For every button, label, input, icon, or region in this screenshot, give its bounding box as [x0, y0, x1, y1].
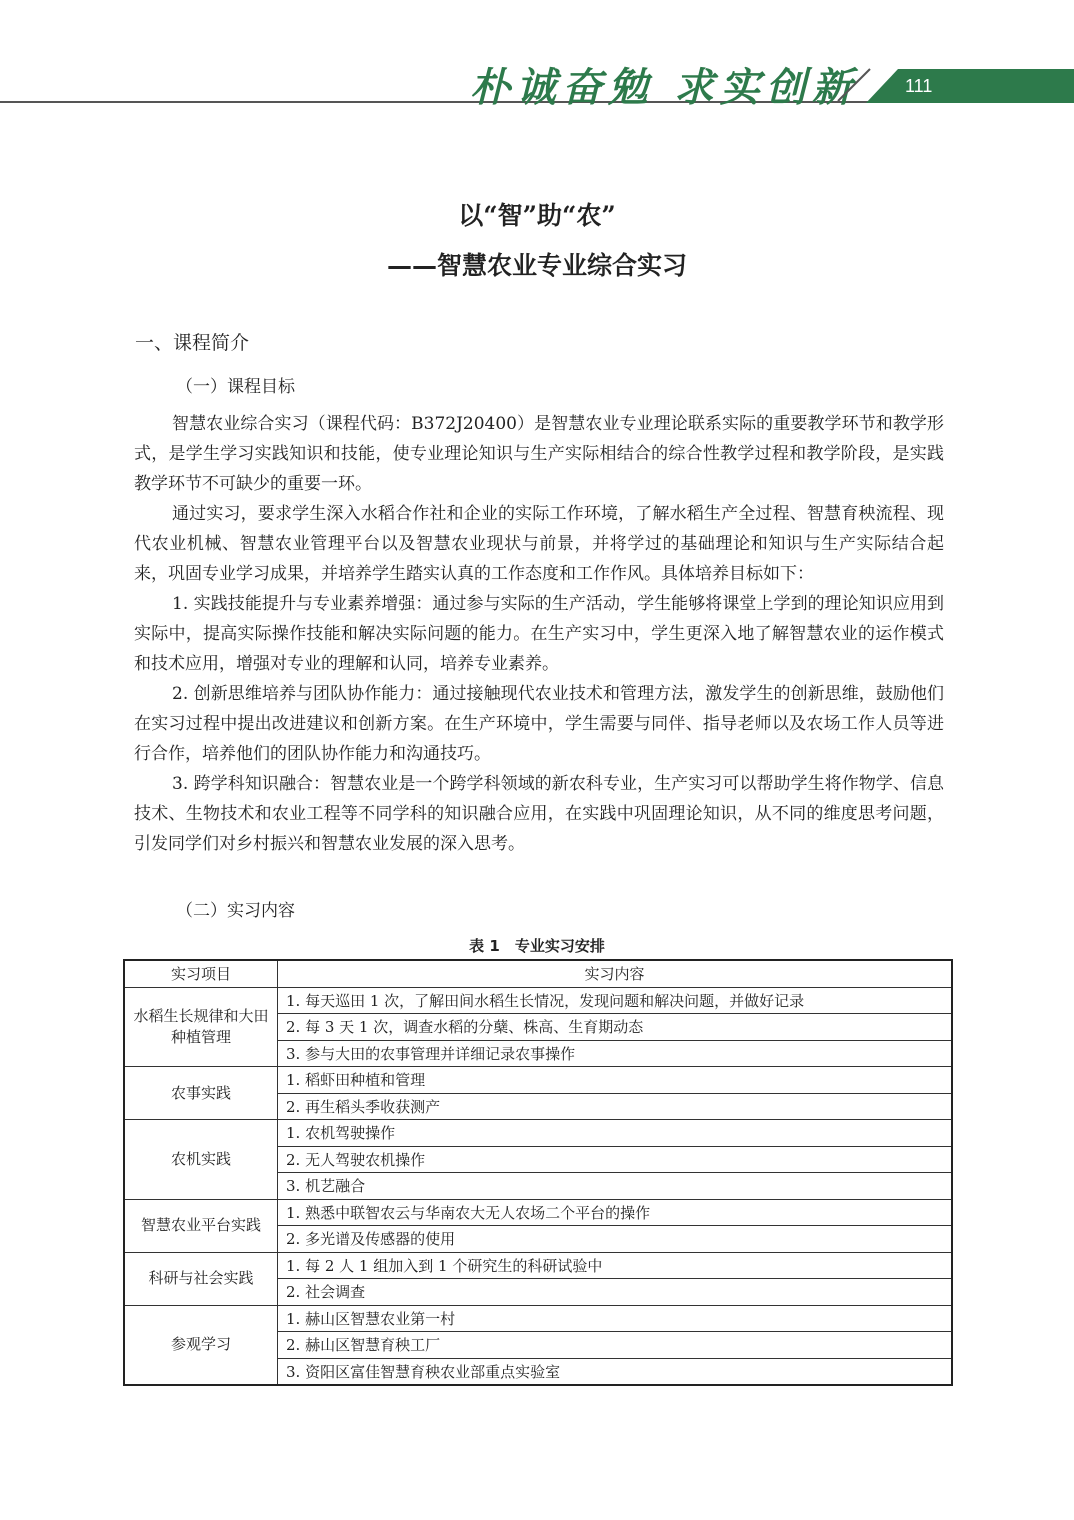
- category-cell: 农机实践: [124, 1120, 278, 1200]
- item-cell: 1. 每 2 人 1 组加入到 1 个研究生的科研试验中: [278, 1252, 953, 1279]
- table-row: [124, 1252, 952, 1279]
- internship-table: [123, 959, 953, 1386]
- paragraph: 2. 创新思维培养与团队协作能力：通过接触现代农业技术和管理方法，激发学生的创新思维，鼓励他们在实习过程中提出改进建议和创新方案。在生产环境中，学生需要与同伴、指导老师以及农场工作人员等进行合作，培养他们的团队协作能力和沟通技巧。: [134, 684, 944, 764]
- item-cell: 1. 农机驾驶操作: [278, 1120, 953, 1147]
- column-header: 实习内容: [278, 960, 953, 987]
- page-header: [0, 0, 1074, 110]
- category-cell: 科研与社会实践: [124, 1252, 278, 1305]
- item-cell: 2. 无人驾驶农机操作: [278, 1146, 953, 1173]
- item-cell: 1. 每天巡田 1 次，了解田间水稻生长情况，发现问题和解决问题，并做好记录: [278, 987, 953, 1014]
- paragraph: 智慧农业综合实习（课程代码：B372J20400）是智慧农业专业理论联系实际的重要教学环节和教学形式，是学生学习实践知识和技能，使专业理论知识与生产实际相结合的综合性教学过程和教学阶段，是实践教学环节不可缺少的重要一环。: [134, 414, 944, 494]
- table-row: [124, 987, 952, 1014]
- section-heading: 一、课程简介: [135, 332, 250, 354]
- subsection-heading-content: （二）实习内容: [176, 901, 295, 921]
- page-number: 111: [905, 76, 933, 96]
- table-header-row: [124, 960, 952, 987]
- table-row: [124, 1305, 952, 1332]
- paragraph: 1. 实践技能提升与专业素养增强：通过参与实际的生产活动，学生能够将课堂上学到的理论知识应用到实际中，提高实际操作技能和解决实际问题的能力。在生产实习中，学生更深入地了解智慧农业的运作模式和技术应用，增强对专业的理解和认同，培养专业素养。: [134, 594, 944, 674]
- paragraph: 通过实习，要求学生深入水稻合作社和企业的实际工作环境，了解水稻生产全过程、智慧育秧流程、现代农业机械、智慧农业管理平台以及智慧农业现状与前景，并将学过的基础理论和知识与生产实际结合起来，巩固专业学习成果，并培养学生踏实认真的工作态度和工作作风。具体培养目标如下：: [134, 504, 944, 584]
- item-cell: 3. 机艺融合: [278, 1173, 953, 1200]
- item-cell: 1. 赫山区智慧农业第一村: [278, 1305, 953, 1332]
- item-cell: 2. 社会调查: [278, 1279, 953, 1306]
- item-cell: 2. 多光谱及传感器的使用: [278, 1226, 953, 1253]
- item-cell: 2. 赫山区智慧育秧工厂: [278, 1332, 953, 1359]
- item-cell: 1. 熟悉中联智农云与华南农大无人农场二个平台的操作: [278, 1199, 953, 1226]
- doc-subtitle: ——智慧农业专业综合实习: [386, 251, 687, 280]
- header-motto: 朴诚奋勉 求实创新: [470, 64, 858, 111]
- item-cell: 2. 再生稻头季收获测产: [278, 1093, 953, 1120]
- category-cell: 水稻生长规律和大田种植管理: [124, 987, 278, 1067]
- category-cell: 农事实践: [124, 1067, 278, 1120]
- category-cell: 参观学习: [124, 1305, 278, 1385]
- item-cell: 3. 资阳区富佳智慧育秧农业部重点实验室: [278, 1358, 953, 1385]
- category-cell: 智慧农业平台实践: [124, 1199, 278, 1252]
- item-cell: 1. 稻虾田种植和管理: [278, 1067, 953, 1094]
- table-row: [124, 1199, 952, 1226]
- body-text: [134, 409, 944, 859]
- table-row: [124, 1067, 952, 1094]
- paragraph: 3. 跨学科知识融合：智慧农业是一个跨学科领域的新农科专业，生产实习可以帮助学生将作物学、信息技术、生物技术和农业工程等不同学科的知识融合应用，在实践中巩固理论知识，从不同的维度思考问题，引发同学们对乡村振兴和智慧农业发展的深入思考。: [134, 774, 944, 854]
- table-caption: 表 1 专业实习安排: [469, 937, 605, 955]
- column-header: 实习项目: [124, 960, 278, 987]
- item-cell: 3. 参与大田的农事管理并详细记录农事操作: [278, 1040, 953, 1067]
- doc-title: 以“智”助“农”: [458, 201, 616, 230]
- subsection-heading-goals: （一）课程目标: [176, 377, 295, 397]
- table-row: [124, 1120, 952, 1147]
- item-cell: 2. 每 3 天 1 次，调查水稻的分蘖、株高、生育期动态: [278, 1014, 953, 1041]
